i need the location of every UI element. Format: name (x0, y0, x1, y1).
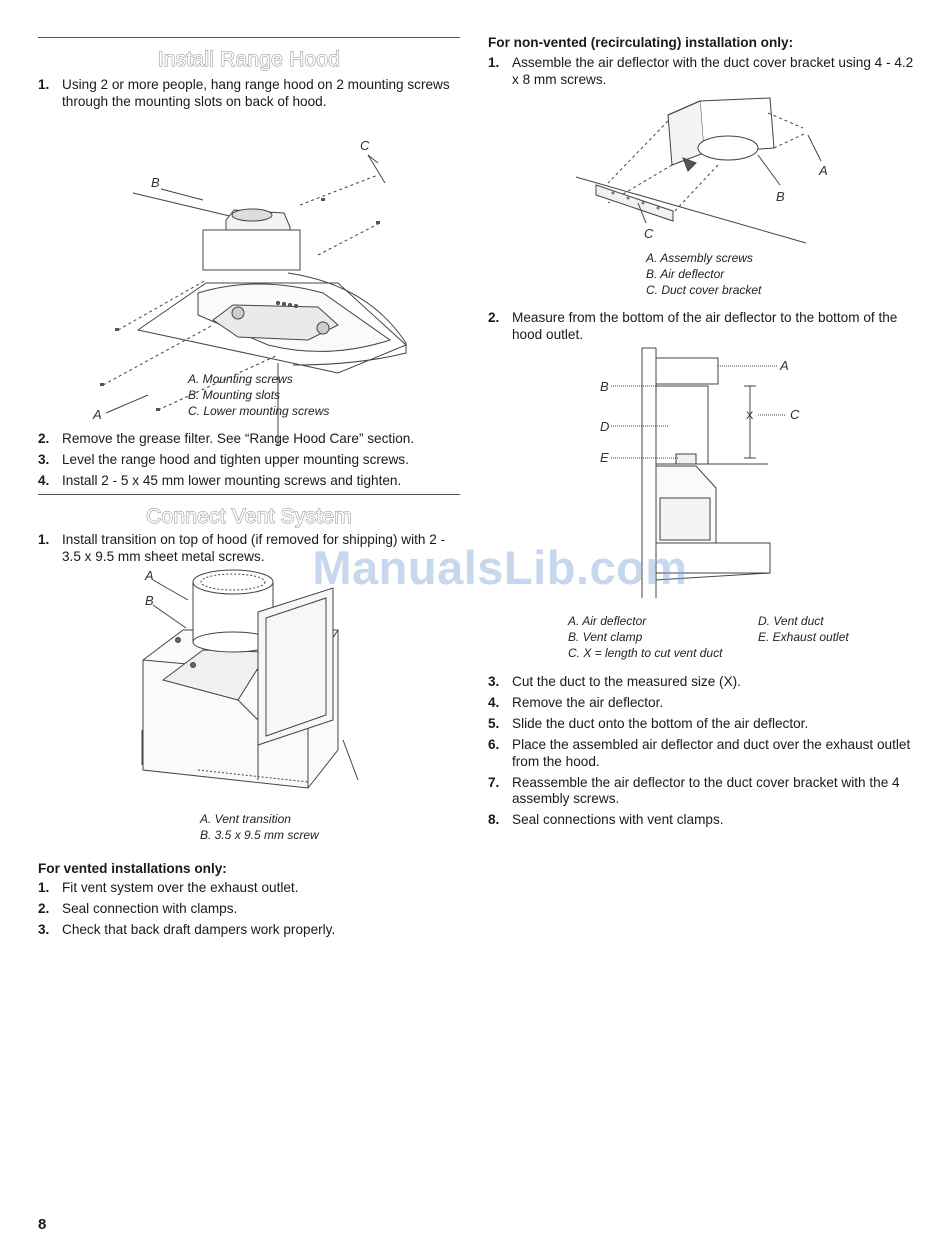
step-number: 8. (488, 812, 500, 828)
right-column (488, 30, 918, 833)
figure-label-b: B (145, 592, 154, 608)
figure-label-a: A (780, 357, 789, 373)
figure-label-a: A (819, 162, 828, 178)
step-number: 3. (38, 922, 50, 938)
section-divider (38, 37, 460, 38)
list-item (38, 77, 460, 110)
air-deflector-assembly-figure (488, 93, 918, 253)
step-text: Reassemble the air deflector to the duct cover bracket with the 4 assembly screws. (512, 774, 900, 807)
step-text: Slide the duct onto the bottom of the air deflector. (512, 716, 809, 732)
page-number: 8 (38, 1216, 47, 1233)
step-number: 2. (488, 310, 500, 326)
list-item (488, 812, 918, 829)
step-number: 3. (38, 452, 50, 468)
step-text: Remove the grease filter. See “Range Hood Care” section. (62, 431, 415, 447)
list-item (38, 431, 460, 448)
legend-item: C. Duct cover bracket (646, 282, 762, 297)
figure-label-d: D (600, 418, 610, 434)
step-number: 3. (488, 674, 500, 690)
step-text: Place the assembled air deflector and duct over the exhaust outlet from the hood. (512, 737, 911, 769)
list-item (488, 737, 918, 770)
figure-label-b: B (151, 174, 160, 190)
list-item (38, 922, 460, 939)
install-range-hood-step-1 (38, 77, 460, 110)
non-vented-steps (488, 674, 918, 829)
step-text: Install 2 - 5 x 45 mm lower mounting screws and tighten. (62, 473, 402, 489)
figure-label-a: A (93, 406, 102, 422)
step-text: Check that back draft dampers work properly. (62, 922, 336, 938)
step-number: 4. (38, 473, 50, 489)
step-number: 1. (38, 532, 50, 548)
legend-item: C. Lower mounting screws (188, 403, 330, 418)
watermark: ManualsLib.com (312, 541, 688, 594)
step-text: Cut the duct to the measured size (X). (512, 674, 741, 690)
step-text: Level the range hood and tighten upper mounting screws. (62, 452, 409, 468)
list-item (488, 674, 918, 691)
legend-item: A. Air deflector (568, 613, 647, 628)
figure-label-c: C (644, 225, 654, 241)
step-text: Seal connections with vent clamps. (512, 812, 724, 828)
non-vented-step-1 (488, 55, 918, 88)
figure-label-e: E (600, 449, 609, 465)
install-range-hood-steps (38, 431, 460, 490)
step-number: 2. (38, 901, 50, 917)
legend-column-left (568, 613, 758, 662)
legend-item: C. X = length to cut vent duct (568, 646, 723, 661)
figure-label-c: C (360, 137, 370, 153)
step-text: Seal connection with clamps. (62, 901, 238, 917)
figure-label-a: A (145, 567, 154, 583)
list-item (488, 55, 918, 88)
air-deflector-legend (646, 250, 918, 299)
list-item (488, 695, 918, 712)
step-text: Using 2 or more people, hang range hood on 2 mounting screws through the mounting slots on back of hood. (62, 77, 450, 109)
list-item (488, 775, 918, 808)
step-text: Remove the air deflector. (512, 695, 664, 711)
list-item (38, 880, 460, 897)
vented-installations-heading: For vented installations only: (38, 861, 227, 877)
list-item (488, 310, 918, 343)
list-item (488, 716, 918, 733)
legend-item: A. Mounting screws (188, 371, 293, 386)
legend-item: E. Exhaust outlet (758, 629, 849, 644)
non-vented-step-2 (488, 310, 918, 343)
step-number: 1. (38, 880, 50, 896)
step-number: 1. (488, 55, 500, 70)
step-text: Fit vent system over the exhaust outlet. (62, 880, 299, 896)
step-number: 6. (488, 737, 500, 753)
figure-label-x: X (746, 409, 754, 422)
legend-item: A. Vent transition (200, 811, 291, 826)
figure-label-b: B (600, 378, 609, 394)
legend-item: B. 3.5 x 9.5 mm screw (200, 827, 319, 842)
step-text: Assemble the air deflector with the duct cover bracket using 4 - 4.2 x 8 mm screws. (512, 55, 914, 87)
legend-item: B. Vent clamp (568, 629, 643, 644)
legend-item: B. Mounting slots (188, 387, 281, 402)
list-item (38, 452, 460, 469)
step-number: 2. (38, 431, 50, 447)
connect-vent-system-title: Connect Vent System (146, 505, 352, 529)
legend-item: B. Air deflector (646, 266, 725, 281)
list-item (38, 901, 460, 918)
left-column (38, 30, 460, 943)
legend-item: A. Assembly screws (646, 250, 753, 265)
duct-measurement-legend (568, 613, 918, 662)
step-number: 4. (488, 695, 500, 711)
vent-transition-figure (38, 567, 460, 810)
figure-label-c: C (790, 406, 800, 422)
step-text: Measure from the bottom of the air deflector to the bottom of the hood outlet. (512, 310, 898, 342)
section-divider (38, 494, 460, 495)
legend-item: D. Vent duct (758, 613, 824, 628)
vent-transition-legend (200, 811, 460, 843)
list-item (38, 473, 460, 490)
step-number: 7. (488, 774, 500, 790)
non-vented-heading: For non-vented (recirculating) installation only: (488, 35, 794, 50)
legend-column-right (758, 613, 849, 662)
vented-installation-steps (38, 880, 460, 939)
step-text: Install transition on top of hood (if removed for shipping) with 2 - 3.5 x 9.5 mm sheet metal screws. (62, 532, 446, 564)
range-hood-figure-legend (188, 371, 460, 420)
figure-label-b: B (776, 188, 785, 204)
step-number: 5. (488, 716, 500, 732)
install-range-hood-title: Install Range Hood (157, 48, 341, 71)
step-number: 1. (38, 77, 50, 92)
